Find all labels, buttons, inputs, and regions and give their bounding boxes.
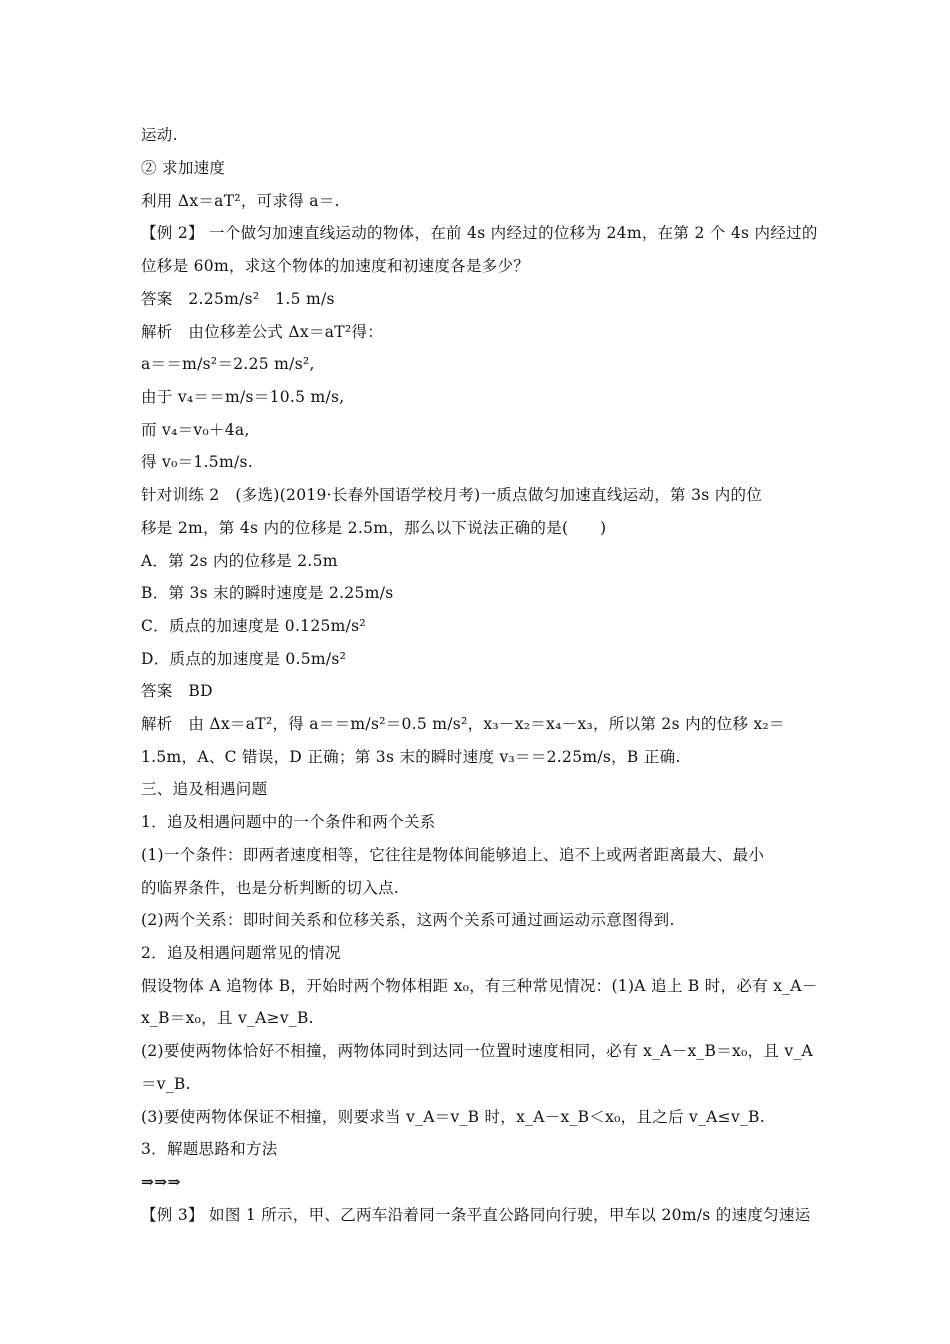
text-line: 而 v₄＝v₀＋4a, (141, 421, 250, 439)
text-line: (2)要使两物体恰好不相撞，两物体同时到达同一位置时速度相同，必有 x_A－x_B＝x₀，且 v_A (141, 1042, 814, 1060)
answer-line: 答案 2.25m/s² 1.5 m/s (141, 290, 335, 308)
text-line: (1)一个条件：即两者速度相等，它往往是物体间能够追上、追不上或两者距离最大、最小 (141, 846, 765, 864)
answer-line: 答案 BD (141, 682, 213, 700)
text-line: ② 求加速度 (141, 159, 226, 177)
example-2-line-1: 【例 2】 一个做匀加速直线运动的物体，在前 4s 内经过的位移为 24m，在第 2 个 4s 内经过的 (141, 224, 818, 242)
text-line: 利用 Δx＝aT²，可求得 a＝. (141, 192, 340, 210)
text-line: 假设物体 A 追物体 B，开始时两个物体相距 x₀，有三种常见情况：(1)A 追上 B 时，必有 x_A－ (141, 977, 818, 995)
analysis-line: 解析 由位移差公式 Δx＝aT²得： (141, 323, 384, 341)
practice-2-line-1: 针对训练 2 (多选)(2019·长春外国语学校月考)一质点做匀加速直线运动，第 3s 内的位 (141, 486, 763, 504)
option-a: A．第 2s 内的位移是 2.5m (141, 552, 338, 570)
text-line: 的临界条件，也是分析判断的切入点. (141, 879, 400, 897)
option-d: D．质点的加速度是 0.5m/s² (141, 650, 347, 668)
text-line: 运动. (141, 126, 178, 144)
text-line: (3)要使两物体保证不相撞，则要求当 v_A＝v_B 时，x_A－x_B＜x₀，且之后 v_A≤v_B. (141, 1108, 765, 1126)
subheading: 1．追及相遇问题中的一个条件和两个关系 (141, 813, 436, 831)
analysis-line: 解析 由 Δx＝aT²，得 a＝＝m/s²＝0.5 m/s²，x₃－x₂＝x₄－x₃，所以第 2s 内的位移 x₂＝ (141, 715, 785, 733)
example-2-line-2: 位移是 60m，求这个物体的加速度和初速度各是多少？ (141, 257, 530, 275)
section-heading: 三、追及相遇问题 (141, 780, 268, 798)
text-line: 得 v₀＝1.5m/s. (141, 453, 253, 471)
text-line: (2)两个关系：即时间关系和位移关系，这两个关系可通过画运动示意图得到. (141, 911, 675, 929)
example-3-line: 【例 3】 如图 1 所示，甲、乙两车沿着同一条平直公路同向行驶，甲车以 20m/s 的速度匀速运 (141, 1206, 811, 1224)
subheading: 3．解题思路和方法 (141, 1140, 278, 1158)
practice-2-line-2: 移是 2m，第 4s 内的位移是 2.5m，那么以下说法正确的是( ) (141, 519, 607, 537)
text-line: 1.5m，A、C 错误，D 正确；第 3s 末的瞬时速度 v₃＝＝2.25m/s，B 正确. (141, 748, 681, 766)
text-line: a＝＝m/s²＝2.25 m/s², (141, 355, 315, 373)
subheading: 2．追及相遇问题常见的情况 (141, 944, 341, 962)
option-b: B．第 3s 末的瞬时速度是 2.25m/s (141, 584, 394, 602)
text-line: ＝v_B. (141, 1075, 191, 1093)
option-c: C．质点的加速度是 0.125m/s² (141, 617, 366, 635)
arrows-line: ⇒⇒⇒ (141, 1172, 181, 1191)
text-line: 由于 v₄＝＝m/s＝10.5 m/s, (141, 388, 345, 406)
text-line: x_B＝x₀，且 v_A≥v_B. (141, 1009, 314, 1027)
